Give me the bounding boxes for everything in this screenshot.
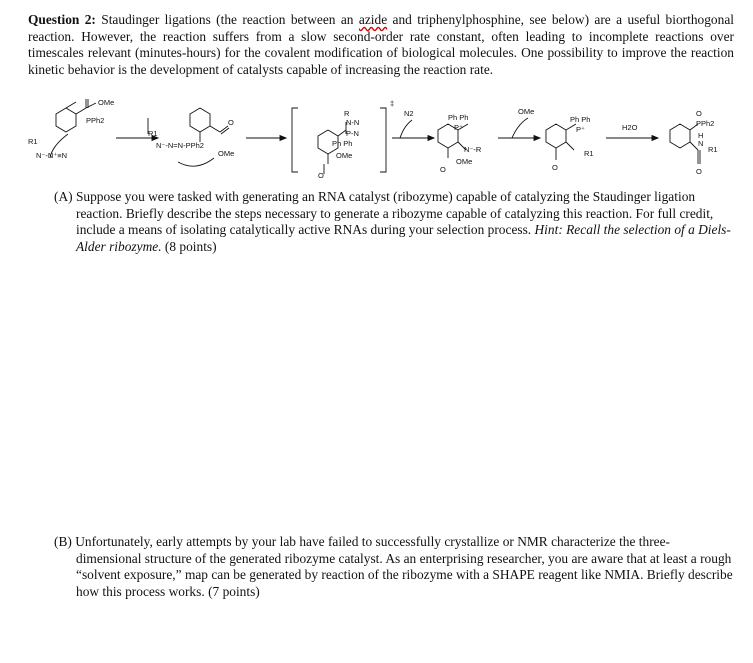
label-pph2-2: PPh2 bbox=[696, 119, 715, 128]
label-ome-2: OMe bbox=[218, 149, 235, 158]
label-phosphazide: N⁻-N=N-PPh2 bbox=[156, 141, 204, 150]
reaction-scheme-drawing bbox=[28, 94, 740, 186]
question-label: Question 2: bbox=[28, 12, 96, 27]
benzene-ring-5 bbox=[546, 124, 566, 148]
label-azide: N⁻-N⁺≡N bbox=[36, 151, 68, 160]
part-a-label: (A) bbox=[54, 189, 73, 204]
label-h2o: H2O bbox=[622, 123, 638, 132]
label-ome-1: OMe bbox=[98, 98, 115, 107]
part-b-text: Unfortunately, early attempts by your lab have failed to successfully crystallize or NMR characterize the three-dimensional structure of the generated ribozyme catalyst. As an enterprising researcher, you are aware that at least a rough “solvent exposure,” map can be generated by reaction of the ribozyme with a SHAPE reagent like NMIA. Briefly describe how this process works. bbox=[75, 534, 733, 599]
label-pph2-1: PPh2 bbox=[86, 116, 105, 125]
label-ome-4: OMe bbox=[456, 157, 473, 166]
label-amide-h: H bbox=[698, 131, 704, 140]
label-amide-n: N bbox=[698, 139, 704, 148]
label-p-plus-1: P⁺ bbox=[454, 123, 463, 132]
label-phph-1: Ph Ph bbox=[448, 113, 469, 122]
part-b bbox=[54, 534, 734, 600]
benzene-ring-6 bbox=[670, 124, 690, 148]
label-o-6: O bbox=[696, 109, 702, 118]
part-b-label: (B) bbox=[54, 534, 72, 549]
label-r1-1: R1 bbox=[28, 137, 38, 146]
label-o-2: O bbox=[228, 118, 234, 127]
label-ts-nn: N-N bbox=[346, 118, 360, 127]
bracket-left bbox=[292, 108, 298, 172]
label-dagger: ‡ bbox=[390, 99, 395, 108]
label-nr: N⁻-R bbox=[464, 145, 482, 154]
label-ome-3: OMe bbox=[336, 151, 353, 160]
label-r1-4: R1 bbox=[708, 145, 718, 154]
label-p-plus-2: P⁺ bbox=[576, 125, 585, 134]
reaction-scheme bbox=[28, 94, 740, 186]
bracket-right bbox=[380, 108, 386, 172]
label-ome-5: OMe bbox=[518, 107, 535, 116]
arrow-curve-2 bbox=[178, 158, 214, 166]
label-o-4: O bbox=[440, 165, 446, 174]
intro-text-2: and triphenylphosphine, see below) are a useful biorthogonal reaction. However, the reaction suffers from a slow second-order rate constant, often leading to incomplete reactions over timescales relevant (minutes-hours) for the covalent modification of biological molecules. One possibility to improve the reaction kinetic behavior is the development of catalysts capable of increasing the reaction rate. bbox=[28, 12, 734, 77]
benzene-ring-2 bbox=[190, 108, 210, 132]
label-n2: N2 bbox=[404, 109, 414, 118]
label-o-5: O bbox=[552, 163, 558, 172]
part-a-hint: Hint: Recall the selection of a Diels-Alder ribozyme. bbox=[76, 222, 731, 254]
part-a-text: Suppose you were tasked with generating an RNA catalyst (ribozyme) capable of catalyzing the Staudinger ligation reaction. Briefly describe the steps necessary to generate a ribozyme capable of catalyzing this reaction. For full credit, include a means of isolating catalytically active RNAs during your selection process. bbox=[75, 189, 714, 238]
label-r1-2: R1 bbox=[148, 129, 158, 138]
intro-text-1: Staudinger ligations (the reaction between an bbox=[101, 12, 354, 27]
label-ts-pn: P-N bbox=[346, 129, 359, 138]
question-intro bbox=[28, 12, 734, 78]
label-ts-ph: Ph Ph bbox=[332, 139, 353, 148]
label-o-3: O bbox=[318, 171, 324, 180]
part-b-points: (7 points) bbox=[208, 583, 260, 599]
benzene-ring-1 bbox=[56, 108, 76, 132]
part-a bbox=[54, 189, 734, 255]
azide-word: azide bbox=[358, 12, 388, 27]
label-phph-2: Ph Ph bbox=[570, 115, 591, 124]
label-o-7: O bbox=[696, 167, 702, 176]
label-ts-r: R bbox=[344, 109, 350, 118]
label-r1-3: R1 bbox=[584, 149, 594, 158]
part-a-points: (8 points) bbox=[164, 238, 217, 254]
